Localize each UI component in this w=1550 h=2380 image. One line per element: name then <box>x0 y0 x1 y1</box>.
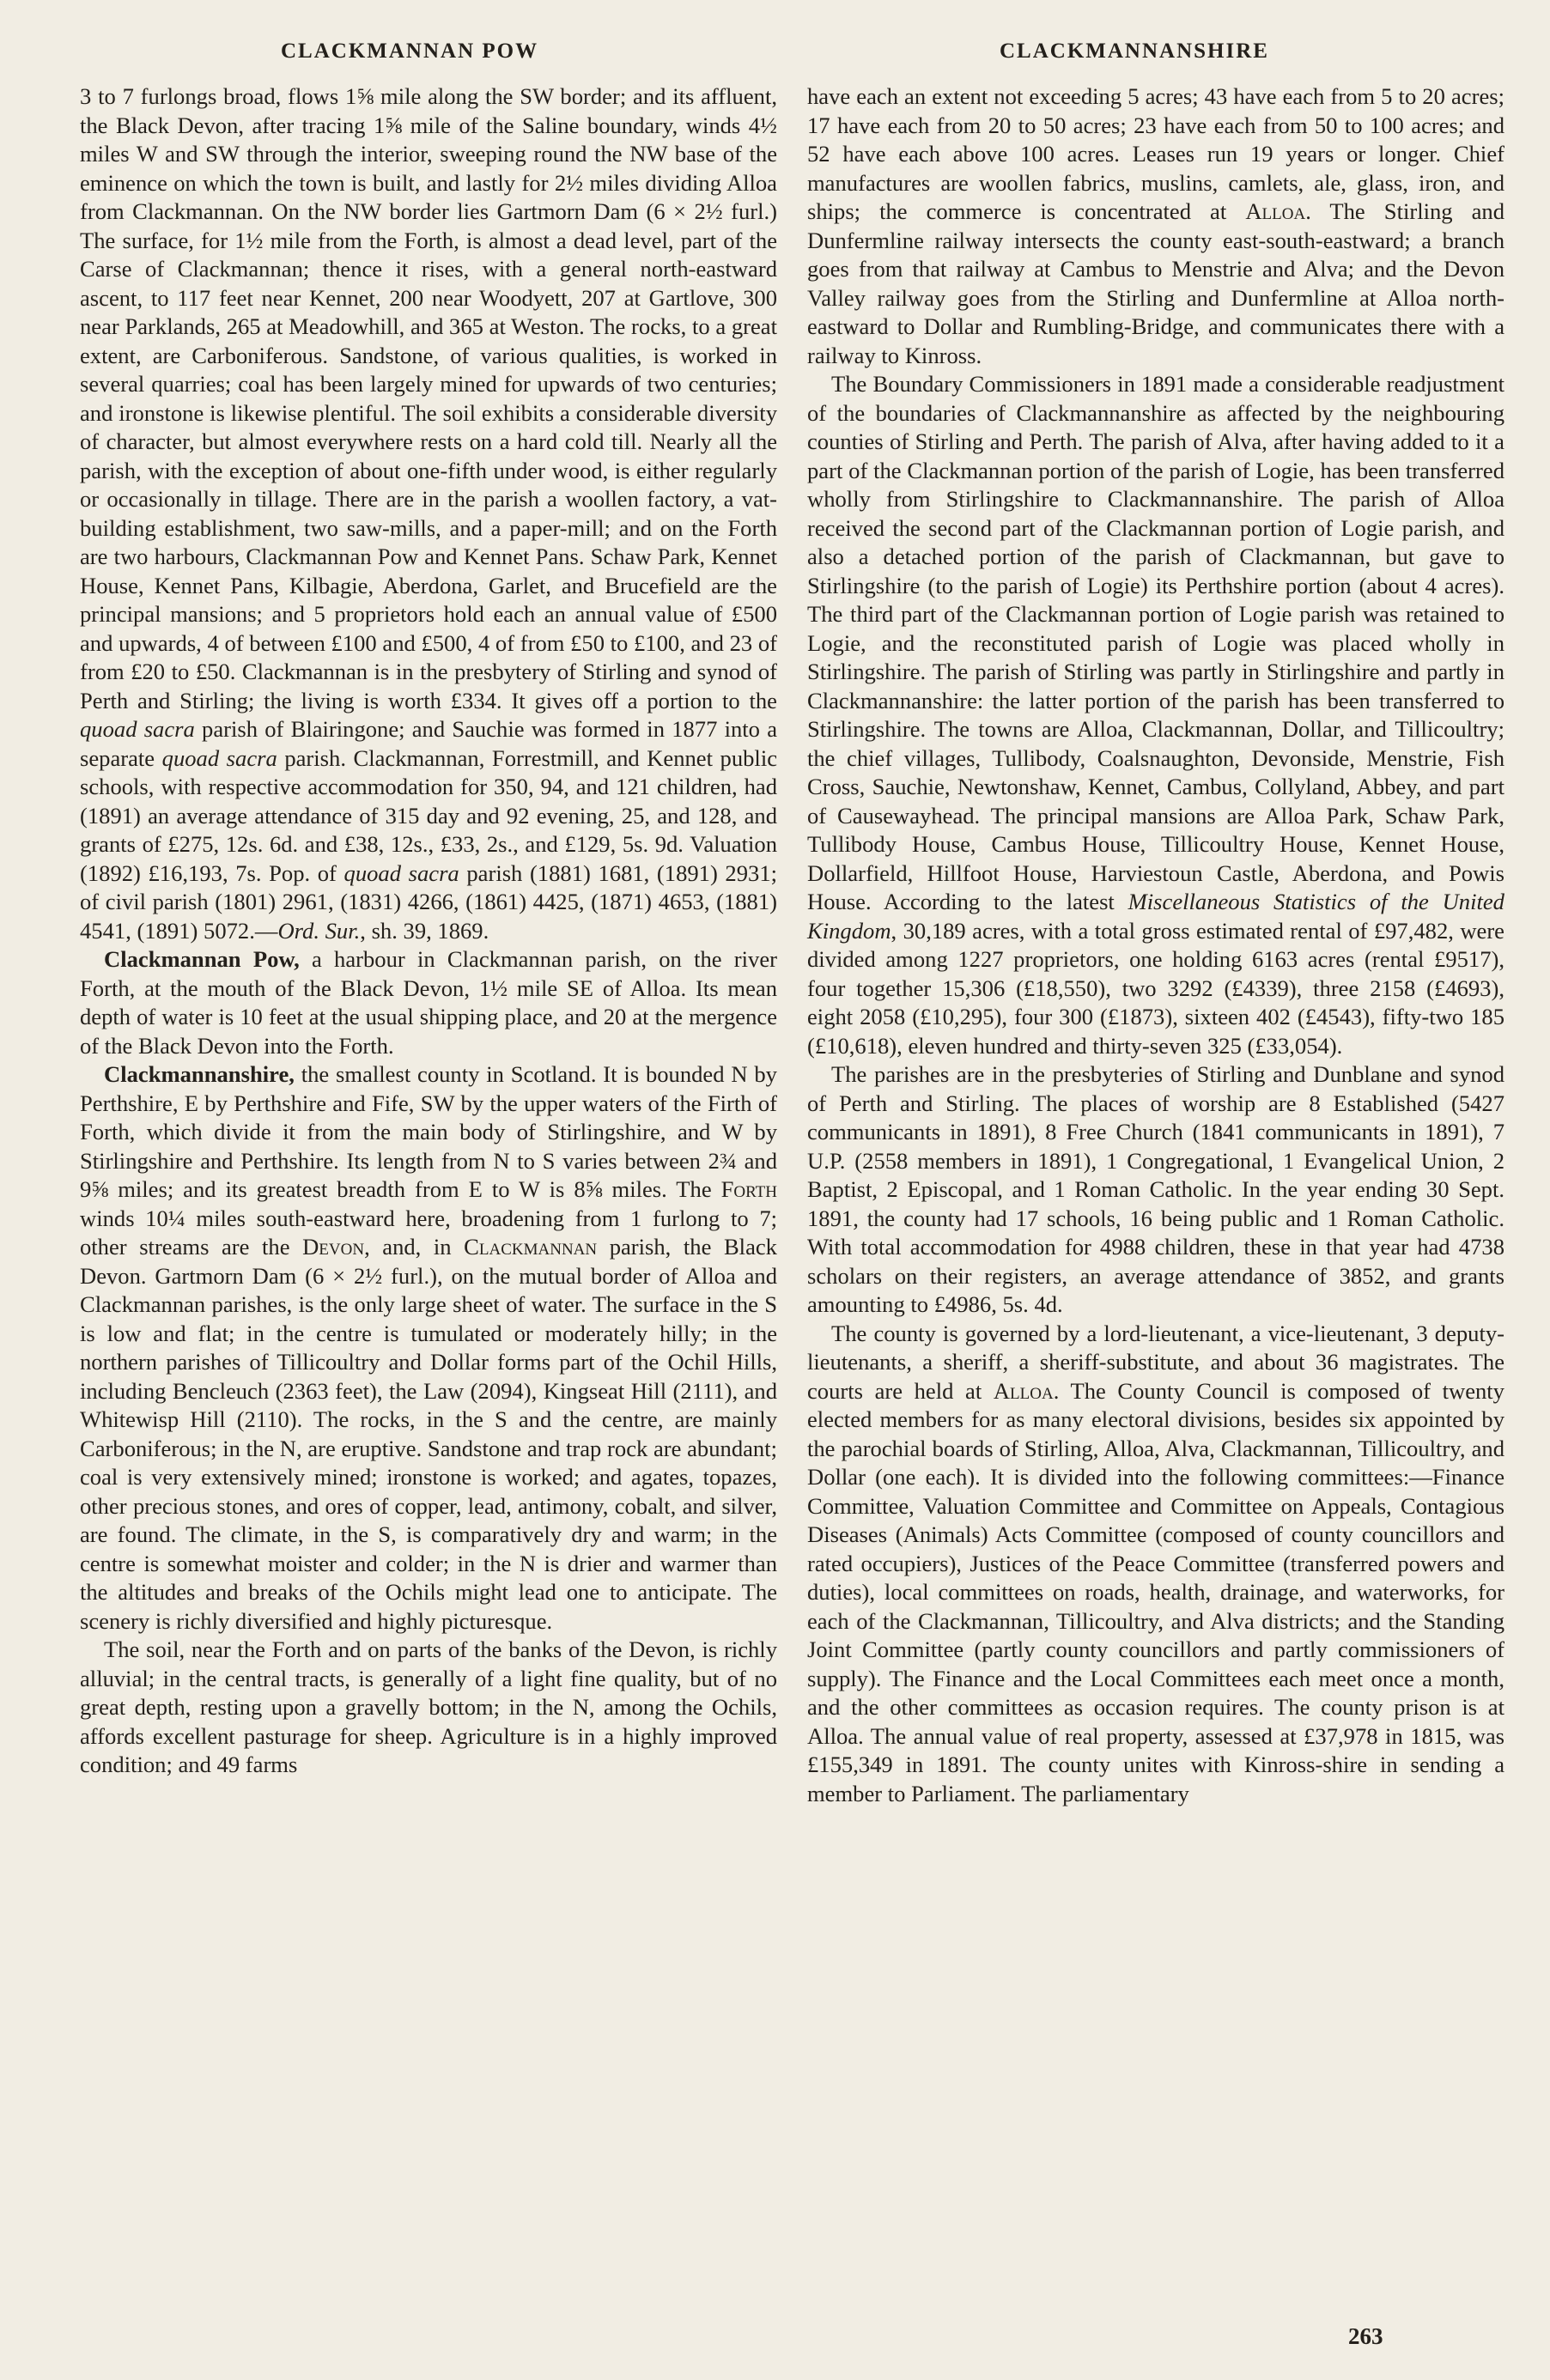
text-run: the smallest county in Scotland. It is bounded N by Perthshire, E by Perthshire and Fife, SW by the upper waters of the Firth of Forth, which divide it from the main body of Stirlingshire, and W by Stirlingshire and Perthshire. Its length from N to S varies between 2¾ and 9⅝ miles; and its greatest breadth from E to W is 8⅝ miles. The <box>80 1061 777 1202</box>
text-run: The Boundary Commissioners in 1891 made a considerable readjustment of the boundaries of Clackmannanshire as affected by the neighbouring counties of Stirling and Perth. The parish of Alva, after having added to it a part of the Clackmannan portion of the parish of Logie, has been transferred wholly from Stirlingshire to Clackmannanshire. The parish of Alloa received the second part of the Clackmannan portion of Logie parish, and also a detached portion of the parish of Clackmannan, but gave to Stirlingshire (to the parish of Logie) its Perthshire portion (about 4 acres). The third part of the Clackmannan portion of Logie parish was retained to Logie, and the reconstituted parish of Logie was placed wholly in Stirlingshire. The parish of Stirling was partly in Stirlingshire and partly in Clackmannanshire: the latter portion of the parish has been transferred to Stirlingshire. The towns are Alloa, Clackmannan, Dollar, and Tillicoultry; the chief villages, Tullibody, Coalsnaughton, Devonside, Menstrie, Fish Cross, Sauchie, Newtonshaw, Kennet, Cambus, Collyland, Abbey, and part of Causewayhead. The principal mansions are Alloa Park, Schaw Park, Tullibody House, Cambus House, Tillicoultry House, Kennet House, Dollarfield, Hillfoot House, Harviestoun Castle, Aberdona, and Powis House. According to the latest <box>807 371 1504 914</box>
soil-paragraph: The soil, near the Forth and on parts of the banks of the Devon, is richly alluvial; in the central tracts, is generally of a light fine quality, but of no great depth, resting upon a gravelly bottom; in the N, among the Ochils, affords excellent pasturage for sheep. Agriculture is in a highly improved condition; and 49 farms <box>80 1636 777 1777</box>
text-run: , and, in <box>364 1234 452 1260</box>
page-number: 263 <box>1348 2323 1383 2349</box>
government-paragraph <box>807 1320 1504 1809</box>
text-run: parish (1881) 1681, (1891) 2931; of civil parish (1801) 2961, (1831) 4266, (1861) 4425, (1871) 4653, (1881) 4541, (1891) 5072.— <box>80 859 778 944</box>
text-run: parish. Clackmannan, Forrestmill, and Kennet public schools, with respective accommodation for 350, 94, and 121 children, had (1891) an average attendance of 315 day and 92 evening, 25, and 128, and grants of £275, 12s. 6d. and £38, 12s., £33, 2s., and £129, 5s. 9d. Valuation (1892) £16,193, 7s. Pop. of <box>80 744 778 886</box>
running-head-left: CLACKMANNAN POW <box>281 39 539 63</box>
text-run: parish, the Black Devon. Gartmorn Dam (6 × 2½ furl.), on the mutual border of Alloa and Clackmannan parishes, is the only large sheet of water. The surface in the S is low and flat; in the centre is tumulated or moderately hilly; in the northern parishes of Tillicoultry and Dollar forms part of the Ochil Hills, including Bencleuch (2363 feet), the Law (2094), Kingseat Hill (2111), and Whitewisp Hill (2110). The rocks, in the S and the centre, are mainly Carboniferous; in the N, are eruptive. Sandstone and trap rock are abundant; coal is very extensively mined; ironstone is worked; and agates, topazes, other precious stones, and ores of copper, lead, antimony, cobalt, and silver, are found. The climate, in the S, is comparatively dry and warm; in the centre is somewhat moister and colder; in the N is drier and warmer than the altitudes and breaks of the Ochils might lead one to anticipate. The scenery is richly diversified and highly picturesque. <box>80 1234 777 1634</box>
text-run: , 30,189 acres, with a total gross estimated rental of £97,482, were divided among 1227 proprietors, one holding 6163 acres (rental £9517), four together 15,306 (£18,550), two 3292 (£4339), three 2158 (£4693), eight 2058 (£10,295), four 300 (£1873), sixteen 402 (£4543), fifty-two 185 (£10,618), eleven hundred and thirty-seven 325 (£33,054). <box>807 917 1504 1059</box>
small-caps-term: Alloa <box>993 1377 1054 1404</box>
agriculture-continuation <box>807 82 1504 370</box>
text-run: , sh. 39, 1869. <box>360 917 489 944</box>
italic-term: quoad sacra <box>343 859 459 886</box>
running-head-right: CLACKMANNANSHIRE <box>1000 39 1269 63</box>
small-caps-term: Devon <box>302 1234 365 1260</box>
small-caps-term: Alloa <box>1245 198 1306 224</box>
text-run: The county is governed by a lord-lieutenant, a vice-lieutenant, 3 deputy-lieutenants, a sheriff, a sheriff-substitute, and about 36 magistrates. The courts are held at <box>807 1320 1504 1404</box>
parishes-paragraph: The parishes are in the presbyteries of Stirling and Dunblane and synod of Perth and Stirling. The places of worship are 8 Established (5427 communicants in 1891), 8 Free Church (1841 communicants in 1891), 7 U.P. (2558 members in 1891), 1 Congregational, 1 Evangelical Union, 2 Baptist, 2 Episcopal, and 1 Roman Catholic. In the year ending 30 Sept. 1891, the county had 17 schools, 16 being public and 1 Roman Catholic. With total accommodation for 4988 children, these in that year had 4738 scholars on their registers, an average attendance of 3852, and grants amounting to £4986, 5s. 4d. <box>807 1061 1504 1317</box>
italic-term: quoad sacra <box>161 744 277 771</box>
entry-clackmannan-pow <box>80 945 777 1060</box>
text-run: . The Stirling and Dunfermline railway intersects the county east-south-eastward; a branch goes from that railway at Cambus to Menstrie and Alva; and the Devon Valley railway goes from the Stirling and Dunfermline at Alloa north-eastward to Dollar and Rumbling-Bridge, and communicates there with a railway to Kinross. <box>807 198 1505 368</box>
small-caps-term: Clackmannan <box>464 1234 598 1260</box>
entry-text: a harbour in Clackmannan parish, on the river Forth, at the mouth of the Black Devon, 1½ mile SE of Alloa. Its mean depth of water is 10 feet at the usual shipping place, and 20 at the mergence of the Black Devon into the Forth. <box>80 946 777 1059</box>
entry-clackmannanshire <box>80 1060 777 1636</box>
text-run: parish of Blairingone; and Sauchie was formed in 1877 into a separate <box>80 716 777 771</box>
small-caps-term: Forth <box>720 1176 777 1202</box>
text-run: . The County Council is composed of twenty elected members for as many electoral divisions, besides six appointed by the parochial boards of Stirling, Alloa, Alva, Clackmannan, Tillicoultry, and Dollar (one each). It is divided into the following committees:—Finance Committee, Valuation Committee and Committee on Appeals, Contagious Diseases (Animals) Acts Committee (composed of county councillors and rated occupiers), Justices of the Peace Committee (transferred powers and duties), local committees on roads, health, drainage, and waterworks, for each of the Clackmannan, Tillicoultry, and Alva districts; and the Standing Joint Committee (partly county councillors and partly commissioners of supply). The Finance and the Local Committees each meet once a month, and the other committees as occasion requires. The county prison is at Alloa. The annual value of real property, assessed at £37,978 in 1815, was £155,349 in 1891. The county unites with Kinross-shire in sending a member to Parliament. The parliamentary <box>807 1377 1504 1806</box>
italic-citation: Ord. Sur. <box>277 917 361 944</box>
text-run: winds 10¼ miles south-eastward here, broadening from 1 furlong to 7; other streams are the <box>80 1205 777 1260</box>
headword: Clackmannan Pow, <box>104 946 300 972</box>
boundary-paragraph <box>807 370 1504 1060</box>
text-run: have each an extent not exceeding 5 acres; 43 have each from 5 to 20 acres; 17 have each from 20 to 50 acres; 23 have each from 50 to 100 acres; and 52 have each above 100 acres. Leases run 19 years or longer. Chief manufactures are woollen fabrics, muslins, camlets, ale, glass, iron, and ships; the commerce is concentrated at <box>807 83 1504 224</box>
clackmannan-parish-continuation <box>80 82 777 945</box>
right-column <box>807 82 1504 1808</box>
headword: Clackmannanshire, <box>104 1061 295 1087</box>
italic-term: quoad sacra <box>80 716 195 742</box>
text-run: 3 to 7 furlongs broad, flows 1⅝ mile along the SW border; and its affluent, the Black Devon, after tracing 1⅝ mile of the Saline boundary, winds 4½ miles W and SW through the interior, sweeping round the NW base of the eminence on which the town is built, and lastly for 2½ miles dividing Alloa from Clackmannan. On the NW border lies Gartmorn Dam (6 × 2½ furl.) The surface, for 1½ mile from the Forth, is almost a dead level, part of the Carse of Clackmannan; thence it rises, with a general north-eastward ascent, to 117 feet near Kennet, 200 near Woodyett, 207 at Gartlove, 300 near Parklands, 265 at Meadowhill, and 365 at Weston. The rocks, to a great extent, are Carboniferous. Sandstone, of various qualities, is worked in several quarries; coal has been largely mined for upwards of two centuries; and ironstone is likewise plentiful. The soil exhibits a considerable diversity of character, but almost everywhere rests on a hard cold till. Nearly all the parish, with the exception of about one-fifth under wood, is either regularly or occasionally in tillage. There are in the parish a woollen factory, a vat-building establishment, two saw-mills, and a paper-mill; and on the Forth are two harbours, Clackmannan Pow and Kennet Pans. Schaw Park, Kennet House, Kennet Pans, Kilbagie, Aberdona, Garlet, and Brucefield are the principal mansions; and 5 proprietors hold each an annual value of £500 and upwards, 4 of between £100 and £500, 4 of from £50 to £100, and 23 of from £20 to £50. Clackmannan is in the presbytery of Stirling and synod of Perth and Stirling; the living is worth £334. It gives off a portion to the <box>80 83 777 713</box>
left-column <box>80 82 777 1780</box>
italic-title: Miscellaneous Statistics of the United Kingdom <box>807 889 1504 944</box>
